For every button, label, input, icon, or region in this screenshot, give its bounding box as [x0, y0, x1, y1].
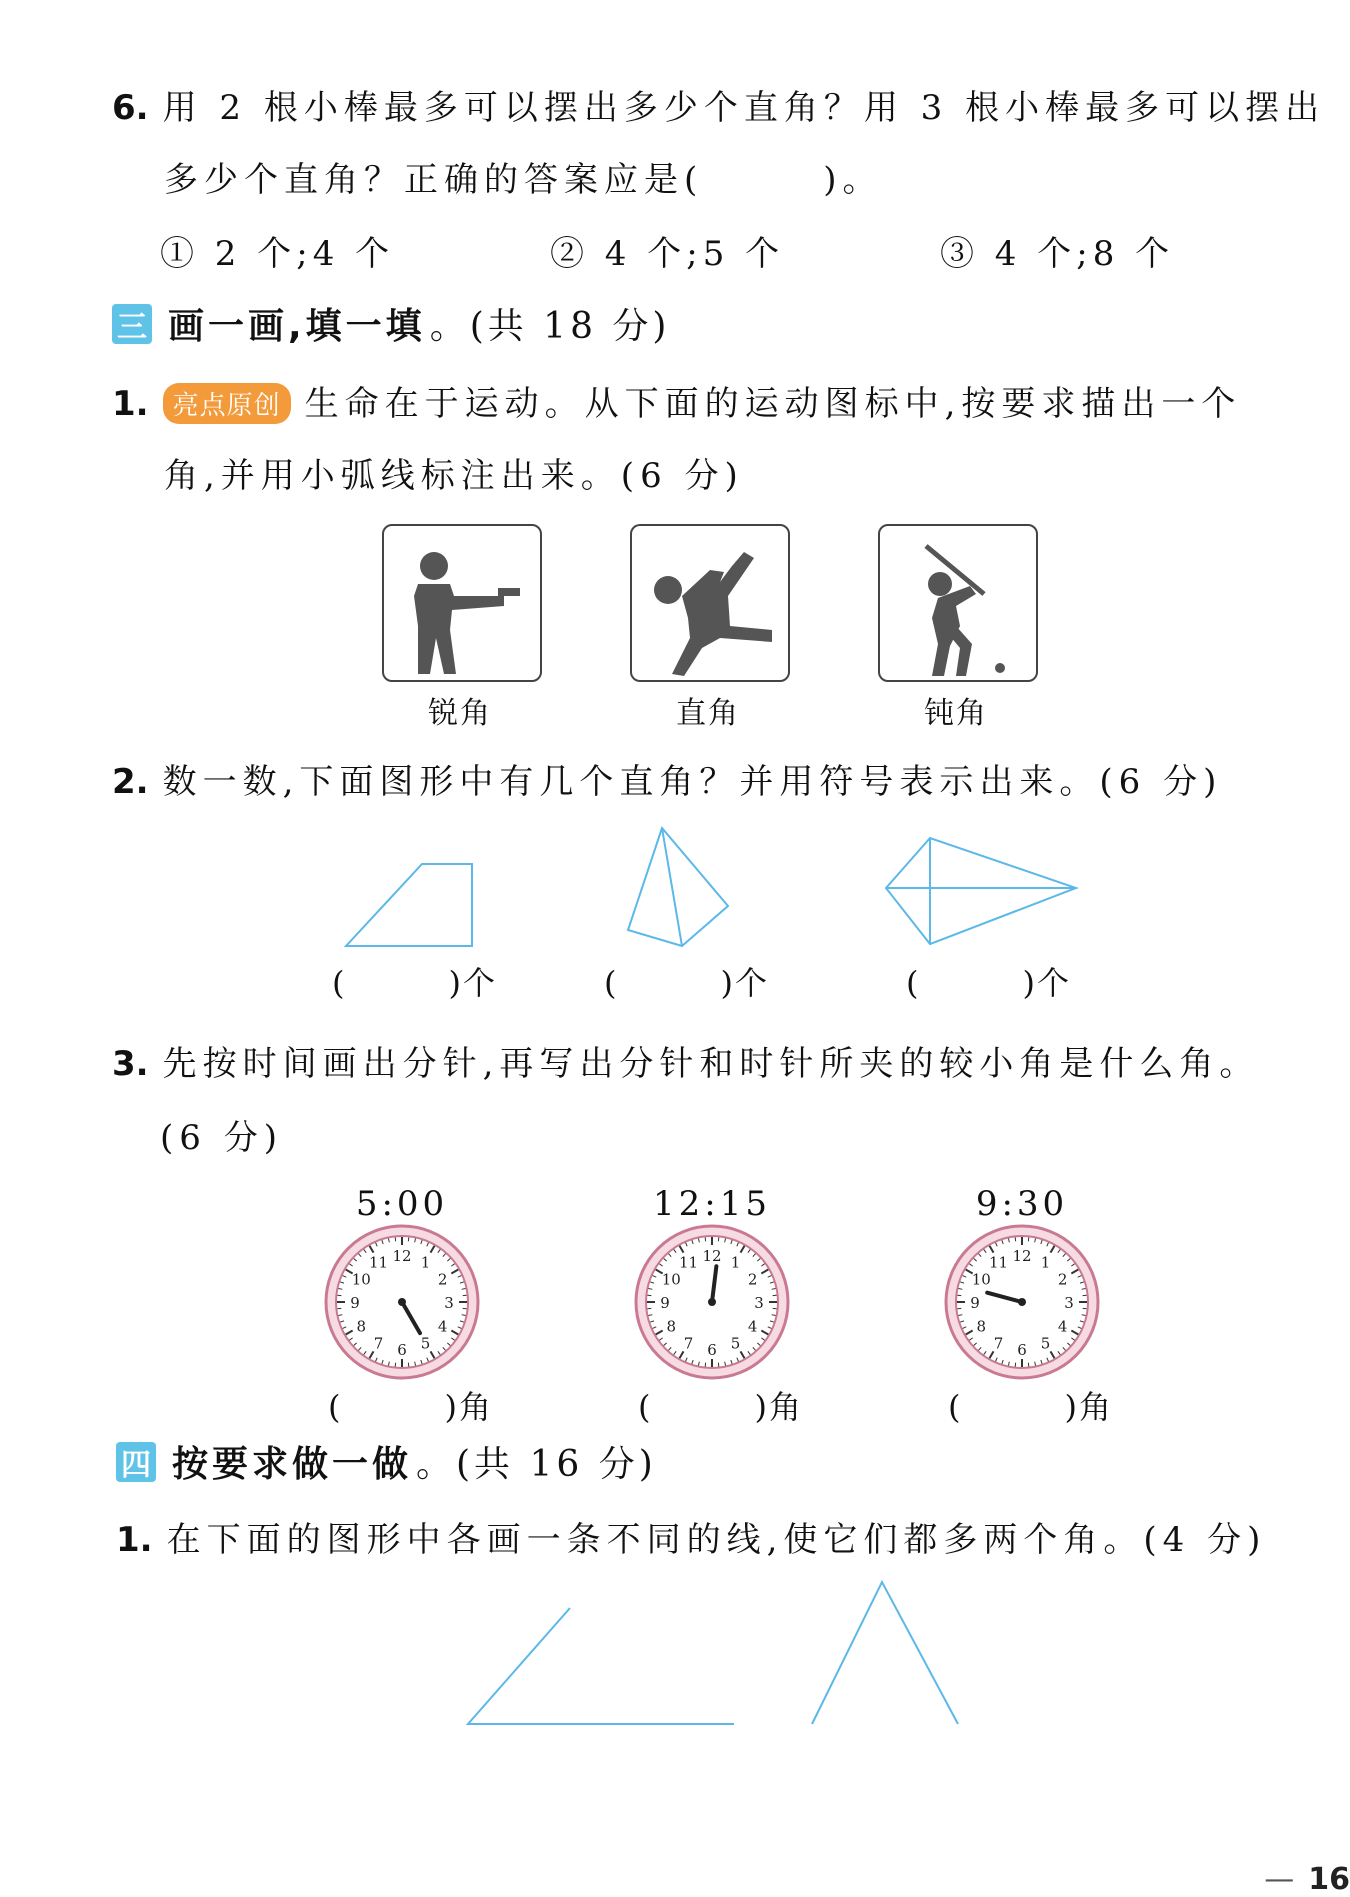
svg-text:5: 5 [730, 1334, 741, 1353]
section-3-title: 画一画,填一填 [168, 306, 426, 347]
svg-text:3: 3 [754, 1294, 764, 1312]
time-label-1: 5:00 [355, 1184, 449, 1224]
svg-text:8: 8 [666, 1317, 677, 1336]
svg-text:4: 4 [437, 1317, 448, 1336]
q6-text-1: 用 2 根小棒最多可以摆出多少个直角？用 3 根小棒最多可以摆出 [162, 88, 1326, 128]
svg-text:9: 9 [970, 1294, 980, 1312]
q6-line2: 多少个直角？正确的答案应是( )。 [164, 160, 883, 200]
footer-rule: — [1264, 1862, 1295, 1897]
svg-text:9: 9 [660, 1294, 670, 1312]
svg-text:1: 1 [730, 1253, 741, 1272]
s3q2-text: 数一数,下面图形中有几个直角？并用符号表示出来。(6 分) [162, 762, 1223, 802]
svg-text:6: 6 [707, 1341, 717, 1359]
section-3-score: 。(共 18 分) [429, 306, 671, 347]
svg-text:5: 5 [420, 1334, 431, 1353]
s3q1-text-1: 生命在于运动。从下面的运动图标中,按要求描出一个 [304, 384, 1242, 424]
s4q1-number: 1. [116, 1520, 153, 1560]
clock-twelve-fifteen[interactable] [632, 1222, 792, 1382]
s3q3-blank-3[interactable]: ( )角 [948, 1388, 1113, 1426]
section-3-icon: 三 [112, 304, 152, 344]
svg-text:12: 12 [392, 1247, 412, 1265]
s3q1-line2: 角,并用小弧线标注出来。(6 分) [164, 456, 744, 496]
time-label-2: 12:15 [653, 1184, 771, 1224]
svg-text:7: 7 [993, 1334, 1004, 1353]
svg-text:11: 11 [368, 1253, 389, 1272]
section-4-score: 。(共 16 分) [416, 1444, 657, 1485]
section-4-icon: 四 [116, 1442, 156, 1482]
s3q3-text-1: 先按时间画出分针,再写出分针和时针所夹的较小角是什么角。 [162, 1044, 1260, 1084]
svg-text:11: 11 [678, 1253, 699, 1272]
svg-text:2: 2 [437, 1270, 448, 1289]
section-4-title: 按要求做一做 [172, 1444, 413, 1485]
s3q2-number: 2. [112, 762, 149, 802]
angle-shape [468, 1608, 734, 1724]
s3q2-blank-1[interactable]: ( )个 [332, 964, 497, 1002]
peak-shape [812, 1582, 958, 1724]
s3q1-number: 1. [112, 384, 149, 424]
svg-text:12: 12 [1012, 1247, 1032, 1265]
s4q1-text: 在下面的图形中各画一条不同的线,使它们都多两个角。(4 分) [166, 1520, 1267, 1560]
clock-five[interactable] [322, 1222, 482, 1382]
svg-text:12: 12 [702, 1247, 722, 1265]
svg-text:2: 2 [747, 1270, 758, 1289]
s3q2-blank-3[interactable]: ( )个 [906, 964, 1071, 1002]
svg-text:9: 9 [350, 1294, 360, 1312]
svg-text:4: 4 [747, 1317, 758, 1336]
q6-option-1[interactable]: ① 2 个;4 个 [160, 234, 395, 274]
svg-text:8: 8 [356, 1317, 367, 1336]
caption-obtuse: 钝角 [924, 696, 988, 731]
trapezoid-shape [346, 864, 472, 946]
svg-text:11: 11 [988, 1253, 1009, 1272]
page-number [1264, 1862, 1350, 1897]
svg-text:7: 7 [373, 1334, 384, 1353]
section-4-header [116, 1436, 657, 1487]
time-label-3: 9:30 [975, 1184, 1069, 1224]
svg-text:6: 6 [397, 1341, 407, 1359]
caption-right: 直角 [676, 696, 740, 731]
s3q3-line1 [112, 1036, 1259, 1085]
svg-text:1: 1 [1040, 1253, 1051, 1272]
q6-option-2[interactable]: ② 4 个;5 个 [550, 234, 785, 274]
svg-text:10: 10 [971, 1270, 991, 1289]
svg-text:1: 1 [420, 1253, 431, 1272]
svg-text:5: 5 [1040, 1334, 1051, 1353]
q6-number: 6. [112, 88, 149, 128]
svg-text:6: 6 [1017, 1341, 1027, 1359]
clock-nine-thirty[interactable] [942, 1222, 1102, 1382]
original-badge: 亮点原创 [163, 383, 291, 424]
kite-shape [886, 838, 1076, 944]
svg-text:10: 10 [351, 1270, 371, 1289]
svg-text:3: 3 [444, 1294, 454, 1312]
s3q3-blank-1[interactable]: ( )角 [328, 1388, 493, 1426]
svg-text:7: 7 [683, 1334, 694, 1353]
svg-text:3: 3 [1064, 1294, 1074, 1312]
svg-text:10: 10 [661, 1270, 681, 1289]
caption-acute: 锐角 [428, 696, 492, 731]
svg-text:2: 2 [1057, 1270, 1068, 1289]
s3q3-line2: (6 分) [160, 1118, 283, 1158]
page-number-text: 16 [1308, 1862, 1350, 1897]
s4q1-line [116, 1512, 1266, 1561]
svg-text:8: 8 [976, 1317, 987, 1336]
q6-option-3[interactable]: ③ 4 个;8 个 [940, 234, 1175, 274]
s3q3-number: 3. [112, 1044, 149, 1084]
kite-triangle-shape [628, 828, 728, 946]
svg-text:4: 4 [1057, 1317, 1068, 1336]
s3q2-blank-2[interactable]: ( )个 [604, 964, 769, 1002]
s3q3-blank-2[interactable]: ( )角 [638, 1388, 803, 1426]
